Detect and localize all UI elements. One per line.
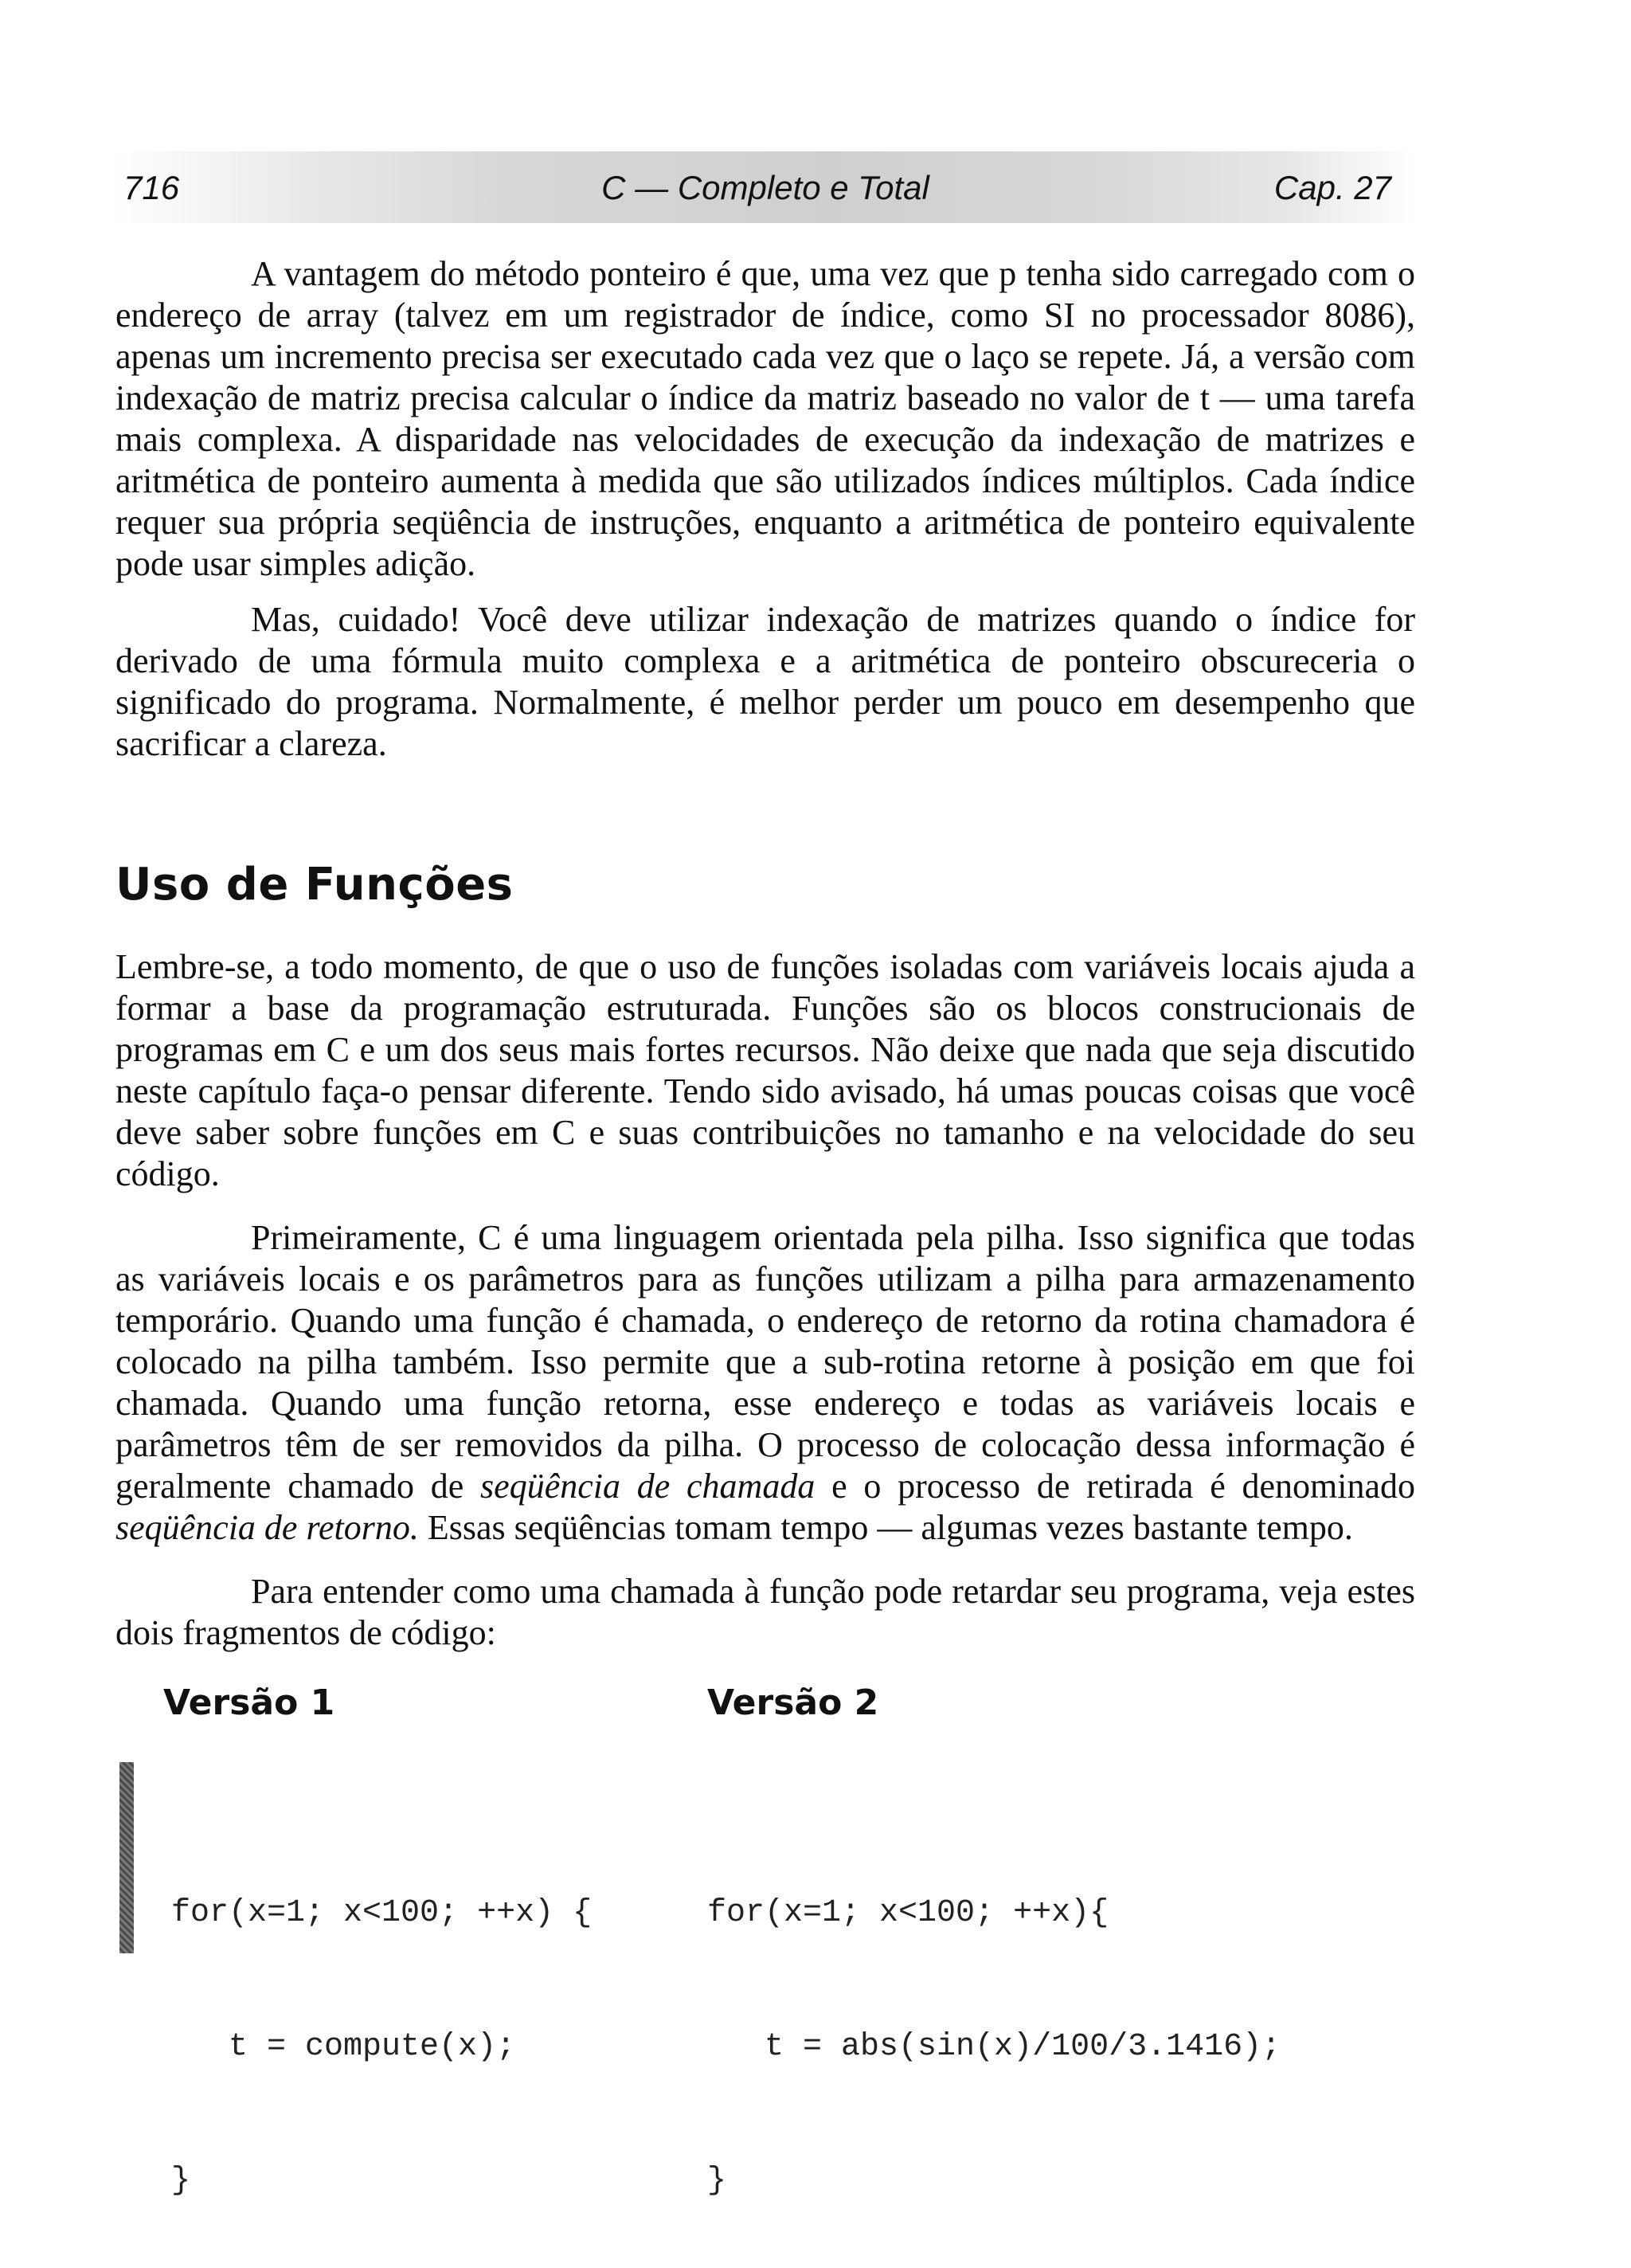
code-line: for(x=1; x<100; ++x) { — [171, 1895, 593, 1931]
code-line: } — [171, 2163, 191, 2199]
text-run: Essas seqüências tomam tempo — algumas vezes bastante tempo. — [418, 1508, 1353, 1547]
version-1-label: Versão 1 — [163, 1682, 335, 1723]
code-line: t = abs(sin(x)/100/3.1416); — [707, 2029, 1281, 2065]
chapter-label: Cap. 27 — [1273, 169, 1391, 206]
text-run: e o processo de retirada é denominado — [815, 1467, 1415, 1506]
text-block-pointer-discussion — [115, 253, 1415, 765]
running-header — [115, 151, 1415, 223]
paragraph-code-intro: Para entender como uma chamada à função pode retardar seu programa, veja estes dois fragmentos de código: — [115, 1572, 1415, 1652]
page-number: 716 — [123, 169, 180, 206]
code-listing-version-2 — [707, 1802, 1281, 2248]
text-run: Primeiramente, C é uma linguagem orientada pela pilha. Isso significa que todas as variáveis locais e os parâmetros para as funções utilizam a pilha para armazenamento temporário. Quando uma função é chamada, o endereço de retorno da rotina chamadora é colocado na pilha também. Isso permite que a sub-rotina retorne à posição em que foi chamada. Quando uma função retorna, esse endereço e todas as variáveis locais e parâmetros têm de ser removidos da pilha. O processo de colocação dessa informação é geralmente chamado de — [115, 1218, 1415, 1506]
book-title: C — Completo e Total — [601, 169, 929, 206]
term-call-sequence: seqüência de chamada — [480, 1467, 816, 1506]
code-line: t = compute(x); — [171, 2029, 516, 2065]
code-line: } — [707, 2163, 727, 2199]
version-2-label: Versão 2 — [707, 1682, 879, 1723]
code-listing-version-1 — [171, 1802, 592, 2248]
paragraph-pointer-advantage: A vantagem do método ponteiro é que, uma vez que p tenha sido carregado com o endereço de array (talvez em um registrador de índice, como SI no processador 8086), apenas um incremento precisa ser executado cada vez que o laço se repete. Já, a versão com indexação de matriz precisa calcular o índice da matriz baseado no valor de t — uma tarefa mais complexa. A disparidade nas velocidades de execução da indexação de matrizes e aritmética de ponteiro aumenta à medida que são utilizados índices múltiplos. Cada índice requer sua própria seqüência de instruções, enquanto a aritmética de ponteiro equivalente pode usar simples adição. — [115, 254, 1415, 583]
text-block-functions — [115, 946, 1415, 1654]
paragraph-functions-intro: Lembre-se, a todo momento, de que o uso de funções isoladas com variáveis locais ajuda a formar a base da programação estruturada. Funções são os blocos construcionais de programas em C e um dos seus mais fortes recursos. Não deixe que nada que seja discutido neste capítulo faça-o pensar diferente. Tendo sido avisado, há umas poucas coisas que você deve saber sobre funções em C e suas contribuições no tamanho e na velocidade do seu código. — [115, 947, 1415, 1193]
code-line: for(x=1; x<100; ++x){ — [707, 1895, 1109, 1931]
paragraph-stack-oriented — [115, 1217, 1415, 1549]
paragraph-caution: Mas, cuidado! Você deve utilizar indexação de matrizes quando o índice for derivado de uma fórmula muito complexa e a aritmética de ponteiro obscureceria o significado do programa. Normalmente, é melhor perder um pouco em desempenho que sacrificar a clareza. — [115, 600, 1415, 763]
code-listing-bar — [119, 1762, 134, 1953]
section-heading: Uso de Funções — [115, 859, 514, 911]
term-return-sequence: seqüência de retorno. — [115, 1508, 419, 1547]
